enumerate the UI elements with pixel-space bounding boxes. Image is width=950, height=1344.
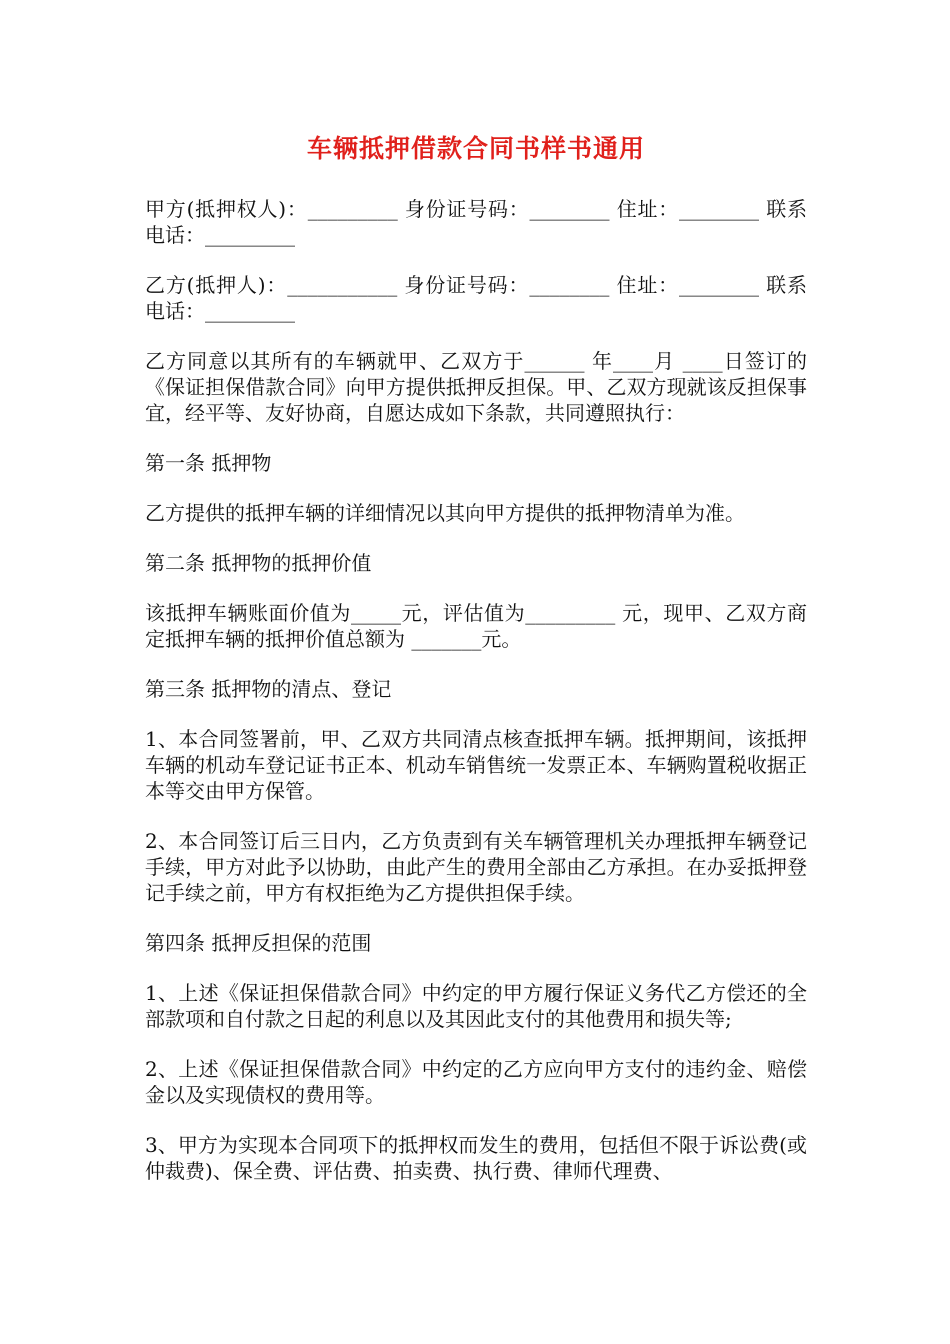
article-3-clause-2: 2、本合同签订后三日内，乙方负责到有关车辆管理机关办理抵押车辆登记手续，甲方对此予以协助，由此产生的费用全部由乙方承担。在办妥抵押登记手续之前，甲方有权拒绝为乙方提供担保手续。 bbox=[145, 829, 807, 905]
party-a-info: 甲方(抵押权人)：_________ 身份证号码：________ 住址：________ 联系电话：_________ bbox=[145, 197, 807, 247]
article-3-heading: 第三条 抵押物的清点、登记 bbox=[145, 677, 392, 701]
article-1-heading: 第一条 抵押物 bbox=[145, 451, 272, 475]
article-4-heading: 第四条 抵押反担保的范围 bbox=[145, 931, 372, 955]
article-1-body: 乙方提供的抵押车辆的详细情况以其向甲方提供的抵押物清单为准。 bbox=[145, 501, 745, 525]
document-title: 车辆抵押借款合同书样书通用 bbox=[306, 134, 645, 163]
document-page bbox=[145, 130, 807, 1208]
article-4-clause-1: 1、上述《保证担保借款合同》中约定的甲方履行保证义务代乙方偿还的全部款项和自付款之日起的利息以及其因此支付的其他费用和损失等; bbox=[145, 981, 807, 1031]
article-2-body: 该抵押车辆账面价值为_____元，评估值为_________ 元，现甲、乙双方商定抵押车辆的抵押价值总额为 _______元。 bbox=[145, 601, 807, 651]
party-b-info: 乙方(抵押人)：___________ 身份证号码：________ 住址：________ 联系电话：_________ bbox=[145, 273, 807, 323]
article-4-clause-2: 2、上述《保证担保借款合同》中约定的乙方应向甲方支付的违约金、赔偿金以及实现债权的费用等。 bbox=[145, 1057, 807, 1107]
article-4-clause-3: 3、甲方为实现本合同项下的抵押权而发生的费用，包括但不限于诉讼费(或仲裁费)、保全费、评估费、拍卖费、执行费、律师代理费、 bbox=[145, 1133, 807, 1183]
article-3-clause-1: 1、本合同签署前，甲、乙双方共同清点核查抵押车辆。抵押期间，该抵押车辆的机动车登记证书正本、机动车销售统一发票正本、车辆购置税收据正本等交由甲方保管。 bbox=[145, 727, 807, 803]
article-2-heading: 第二条 抵押物的抵押价值 bbox=[145, 551, 372, 575]
preamble-paragraph: 乙方同意以其所有的车辆就甲、乙双方于______ 年____月 ____日签订的《保证担保借款合同》向甲方提供抵押反担保。甲、乙双方现就该反担保事宜，经平等、友好协商，自愿达成如下条款，共同遵照执行： bbox=[145, 349, 807, 425]
